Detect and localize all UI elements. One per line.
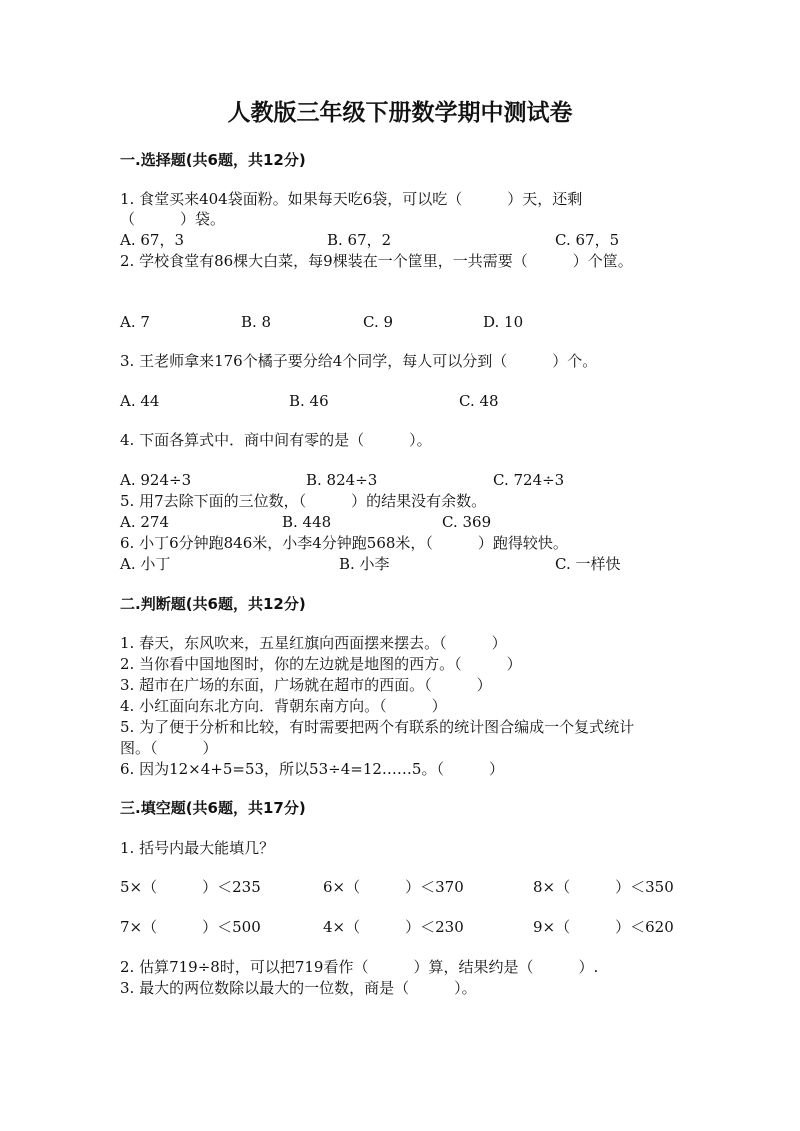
option-d: D. 10 — [483, 313, 524, 331]
fill-item: 6×（ ）＜370 — [323, 878, 464, 896]
option-a: A. 44 — [120, 392, 160, 410]
question-text: 2. 学校食堂有86棵大白菜，每9棵装在一个筐里，一共需要（ ）个筐。 — [120, 252, 633, 270]
fill-item: 8×（ ）＜350 — [533, 878, 674, 896]
option-c: C. 369 — [442, 513, 492, 531]
option-a: A. 7 — [120, 313, 150, 331]
question-text: 4. 下面各算式中．商中间有零的是（ ）。 — [120, 431, 432, 449]
fill-item: 4×（ ）＜230 — [323, 918, 464, 936]
option-c: C. 一样快 — [555, 555, 621, 573]
judge-item: 2. 当你看中国地图时，你的左边就是地图的西方。（ ） — [120, 655, 522, 673]
question-text: 3. 王老师拿来176个橘子要分给4个同学，每人可以分到（ ）个。 — [120, 352, 598, 370]
judge-item: 图。（ ） — [120, 739, 218, 757]
question-text: （ ）袋。 — [120, 210, 226, 228]
judge-item: 4. 小红面向东北方向．背朝东南方向。（ ） — [120, 697, 447, 715]
option-c: C. 48 — [459, 392, 499, 410]
page-title: 人教版三年级下册数学期中测试卷 — [227, 100, 573, 126]
option-a: A. 274 — [120, 513, 169, 531]
option-a: A. 924÷3 — [120, 471, 192, 489]
judge-item: 1. 春天，东风吹来，五星红旗向西面摆来摆去。（ ） — [120, 634, 507, 652]
judge-item: 6. 因为12×4+5=53，所以53÷4=12……5。（ ） — [120, 760, 504, 778]
judge-item: 5. 为了便于分析和比较，有时需要把两个有联系的统计图合编成一个复式统计 — [120, 718, 635, 736]
fill-item: 5×（ ）＜235 — [120, 878, 261, 896]
option-a: A. 67，3 — [120, 231, 184, 249]
option-b: B. 小李 — [339, 555, 390, 573]
option-b: B. 67，2 — [327, 231, 392, 249]
question-text: 6. 小丁6分钟跑846米，小李4分钟跑568米，（ ）跑得较快。 — [120, 534, 568, 552]
question-text: 1. 括号内最大能填几？ — [120, 839, 275, 857]
option-b: B. 824÷3 — [306, 471, 378, 489]
option-c: C. 67，5 — [555, 231, 620, 249]
section-heading-fill: 三.填空题(共6题，共17分) — [120, 799, 306, 817]
section-heading-choice: 一.选择题(共6题，共12分) — [120, 151, 306, 169]
section-heading-judge: 二.判断题(共6题，共12分) — [120, 595, 306, 613]
judge-item: 3. 超市在广场的东面，广场就在超市的西面。（ ） — [120, 676, 492, 694]
question-text: 3. 最大的两位数除以最大的一位数，商是（ ）。 — [120, 979, 477, 997]
option-c: C. 9 — [363, 313, 394, 331]
option-b: B. 448 — [282, 513, 332, 531]
option-a: A. 小丁 — [120, 555, 171, 573]
fill-item: 7×（ ）＜500 — [120, 918, 261, 936]
question-text: 1. 食堂买来404袋面粉。如果每天吃6袋，可以吃（ ）天，还剩 — [120, 190, 583, 208]
question-text: 5. 用7去除下面的三位数，（ ）的结果没有余数。 — [120, 492, 487, 510]
question-text: 2. 估算719÷8时，可以把719看作（ ）算，结果约是（ ）. — [120, 958, 599, 976]
option-c: C. 724÷3 — [493, 471, 565, 489]
option-b: B. 8 — [241, 313, 272, 331]
option-b: B. 46 — [289, 392, 329, 410]
fill-item: 9×（ ）＜620 — [533, 918, 674, 936]
